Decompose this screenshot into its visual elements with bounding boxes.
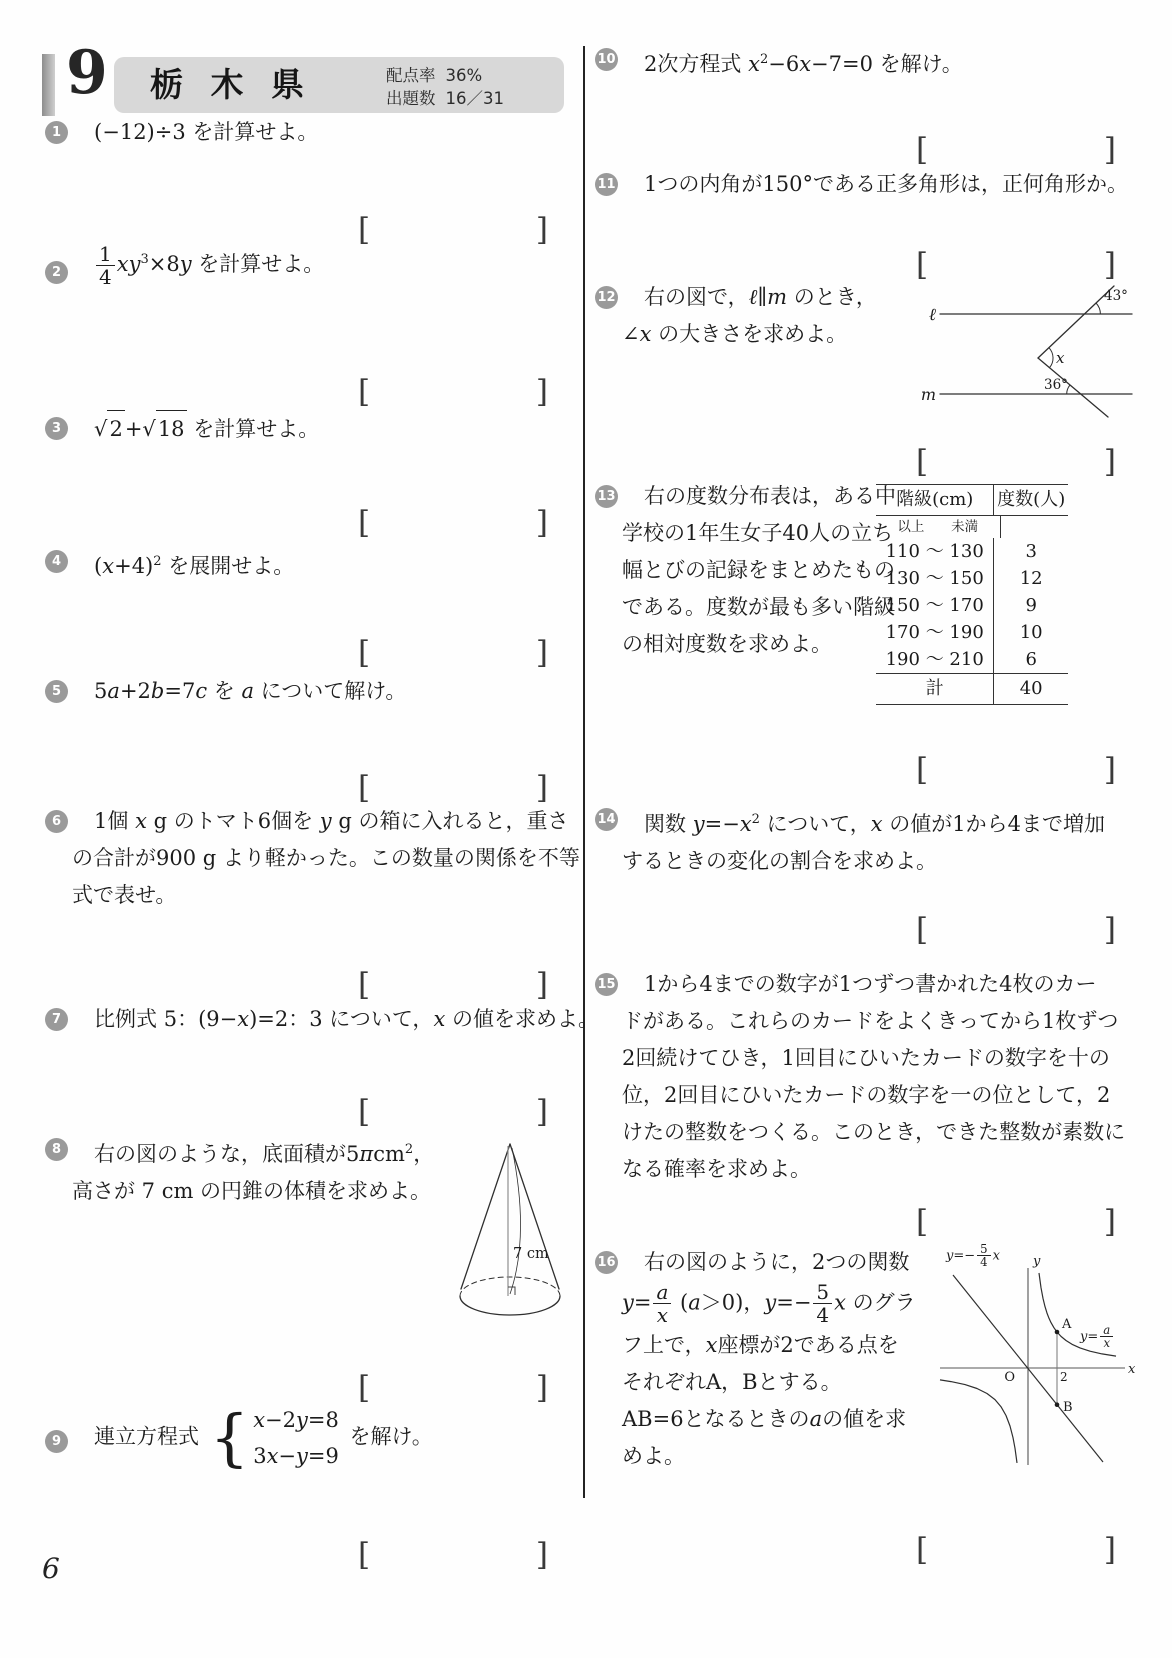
bracket-open: [ — [358, 770, 371, 806]
table-row: 150 〜 170 9 — [876, 592, 1068, 619]
answer-space-9 — [358, 1538, 548, 1572]
problem-number-badge: 1 — [45, 121, 68, 144]
bracket-close: ] — [535, 770, 548, 806]
problem-number-badge: 6 — [45, 810, 68, 833]
problem-4 — [51, 543, 572, 585]
problem-number-badge: 4 — [45, 550, 68, 573]
bracket-open: [ — [358, 1094, 371, 1130]
answer-space-1 — [358, 213, 548, 247]
bracket-close: ] — [535, 967, 548, 1003]
page-number: 6 — [42, 1552, 60, 1585]
bracket-close: ] — [535, 1094, 548, 1130]
bracket-close: ] — [1103, 752, 1116, 788]
bracket-open: [ — [916, 1532, 929, 1568]
angle-43-label: 43° — [1104, 288, 1128, 304]
problem-text: $\frac{1}{4}$ $xy^3\times 8y$ を計算せよ。 — [72, 241, 572, 288]
bracket-open: [ — [358, 967, 371, 1003]
problem-text: 右の度数分布表は，ある中 学校の1年生女子40人の立ち 幅とびの記録をまとめたもの である。度数が最も多い階級 の相対度数を求めよ。 — [622, 484, 897, 656]
problem-text: √ 2 + √ 18 を計算せよ。 — [72, 410, 572, 448]
problem-15 — [597, 966, 1142, 1188]
problem-text: 5a+2b=7c を a について解け。 — [94, 679, 407, 703]
problem-text: 連立方程式 { x−2y=8 3x−y=9 を解け。 — [94, 1401, 433, 1475]
col-header-class: 階級(cm) — [876, 485, 994, 515]
bracket-open: [ — [916, 247, 929, 283]
table-total-row: 計 40 — [876, 673, 1068, 705]
problem-number-badge: 2 — [45, 261, 68, 284]
bracket-close: ] — [535, 505, 548, 541]
bracket-close: ] — [535, 1370, 548, 1406]
origin-label: O — [1004, 1370, 1015, 1385]
problem-text: 1個 x g のトマト6個を y g の箱に入れると，重さ の合計が900 g より軽かった。この数量の関係を不等 式で表せ。 — [72, 809, 580, 907]
problem-text: $(x+4)^2$ を展開せよ。 — [94, 554, 295, 578]
line-m-label: m — [920, 385, 936, 404]
bracket-open: [ — [916, 752, 929, 788]
bracket-close: ] — [535, 1537, 548, 1573]
bracket-close: ] — [1103, 247, 1116, 283]
table-subheader-row — [876, 516, 1068, 538]
problem-number-badge: 7 — [45, 1008, 68, 1031]
answer-space-13 — [916, 753, 1116, 787]
frequency-table — [876, 484, 1068, 705]
problem-number-badge: 10 — [595, 48, 618, 71]
col-header-frequency: 度数(人) — [997, 489, 1066, 510]
angle-figure — [898, 268, 1146, 430]
angle-36-label: 36° — [1044, 377, 1068, 393]
problem-number-badge: 11 — [595, 173, 618, 196]
bracket-open: [ — [916, 132, 929, 168]
bracket-close: ] — [535, 374, 548, 410]
problem-number-badge: 8 — [45, 1138, 68, 1161]
cone-figure — [438, 1128, 590, 1328]
bracket-close: ] — [535, 635, 548, 671]
point-b-label: B — [1063, 1400, 1073, 1415]
unit-number: 9 — [66, 38, 108, 108]
problem-number-badge: 15 — [595, 973, 618, 996]
problem-3 — [51, 410, 572, 448]
answer-space-10 — [916, 133, 1116, 167]
subheader-min: 以上 — [897, 519, 925, 535]
stat-allocation: 配点率 36% — [386, 66, 483, 85]
answer-space-16 — [916, 1533, 1116, 1567]
bracket-close: ] — [1103, 1532, 1116, 1568]
problem-text: 1つの内角が150°である正多角形は，正何角形か。 — [644, 172, 1128, 196]
problem-2 — [51, 241, 572, 289]
height-label: 7 cm — [513, 1246, 549, 1262]
bracket-close: ] — [1103, 1204, 1116, 1240]
graph-figure — [888, 1238, 1140, 1470]
problem-14 — [597, 801, 1142, 880]
problem-text: 2次方程式 $x^2-6x-7=0$ を解け。 — [644, 52, 963, 76]
x-axis-label: x — [1128, 1362, 1136, 1377]
header-stats — [386, 64, 514, 110]
x2-tick-label: 2 — [1060, 1370, 1068, 1384]
line-equation-label: y=− $\frac{5}{4}$ x — [946, 1242, 1000, 1270]
problem-5 — [51, 673, 572, 710]
angle-x-label: x — [1056, 349, 1065, 367]
answer-space-7 — [358, 1095, 548, 1129]
bracket-open: [ — [358, 212, 371, 248]
problem-1 — [51, 114, 572, 151]
stat-question-count: 出題数 16／31 — [386, 89, 504, 108]
problem-number-badge: 12 — [595, 286, 618, 309]
bracket-open: [ — [916, 1204, 929, 1240]
bracket-open: [ — [358, 635, 371, 671]
problem-9 — [51, 1401, 572, 1475]
problem-text: 関数 $y=-x^2$ について，x の値が1から4まで増加 するときの変化の割合を求めよ。 — [622, 812, 1106, 873]
problem-text: 右の図のような，底面積が5πcm$^2$， 高さが 7 cm の円錐の体積を求めよ。 — [72, 1142, 435, 1203]
bracket-close: ] — [1103, 444, 1116, 480]
line-l-label: ℓ — [928, 305, 936, 325]
bracket-open: [ — [358, 1537, 371, 1573]
answer-space-2 — [358, 375, 548, 409]
problem-number-badge: 9 — [45, 1430, 68, 1453]
problem-7 — [51, 1001, 599, 1038]
point-a-label: A — [1062, 1317, 1072, 1332]
table-row: 190 〜 210 6 — [876, 646, 1068, 673]
problem-text: 1から4までの数字が1つずつ書かれた4枚のカー ドがある。これらのカードをよくきってから1枚ずつ 2回続けてひき，1回目にひいたカードの数字を十の 位，2回目にひいたカードの数字を一の位として，2 けたの整数をつくる。このとき，できた整数が素数に なる確率を求めよ。 — [622, 972, 1126, 1181]
problem-11 — [597, 166, 1142, 203]
answer-space-15 — [916, 1205, 1116, 1239]
table-header-row — [876, 484, 1068, 516]
table-row: 110 〜 130 3 — [876, 538, 1068, 565]
answer-space-14 — [916, 913, 1116, 947]
answer-space-8 — [358, 1371, 548, 1405]
bracket-open: [ — [358, 374, 371, 410]
table-row: 170 〜 190 10 — [876, 619, 1068, 646]
bracket-close: ] — [535, 212, 548, 248]
problem-text: (−12)÷3 を計算せよ。 — [94, 120, 319, 144]
bracket-open: [ — [916, 444, 929, 480]
table-row: 130 〜 150 12 — [876, 565, 1068, 592]
problem-6 — [51, 803, 580, 914]
problem-text: 右の図のように，2つの関数 y= $\frac{a}{x}$ (a＞0)，y=− $\frac{5}{4}$ x のグラ フ上で，x座標が2である点を それぞれA，Bとする。 AB=6となるときのaの値を求 めよ。 — [622, 1250, 916, 1468]
answer-space-12 — [916, 445, 1116, 479]
page-title: 栃 木 県 — [150, 65, 312, 104]
problem-10 — [597, 41, 1142, 83]
problem-number-badge: 16 — [595, 1251, 618, 1274]
problem-number-badge: 14 — [595, 808, 618, 831]
answer-space-3 — [358, 506, 548, 540]
answer-space-5 — [358, 771, 548, 805]
answer-space-6 — [358, 968, 548, 1002]
bracket-open: [ — [358, 505, 371, 541]
answer-space-4 — [358, 636, 548, 670]
header-accent-bar — [42, 54, 55, 116]
bracket-open: [ — [916, 912, 929, 948]
problem-number-badge: 13 — [595, 485, 618, 508]
subheader-max: 未満 — [951, 519, 979, 535]
hyperbola-equation-label: y= $\frac{a}{x}$ — [1080, 1324, 1115, 1350]
problem-number-badge: 3 — [45, 417, 68, 440]
bracket-close: ] — [1103, 912, 1116, 948]
y-axis-label: y — [1033, 1254, 1041, 1269]
problem-number-badge: 5 — [45, 680, 68, 703]
problem-8 — [51, 1131, 492, 1210]
header-title-band — [114, 57, 564, 113]
problem-text: 右の図で，ℓ∥m のとき， ∠x の大きさを求めよ。 — [622, 285, 877, 346]
bracket-close: ] — [1103, 132, 1116, 168]
bracket-open: [ — [358, 1370, 371, 1406]
problem-text: 比例式 5：(9−x)=2：3 について，x の値を求めよ。 — [94, 1007, 599, 1031]
